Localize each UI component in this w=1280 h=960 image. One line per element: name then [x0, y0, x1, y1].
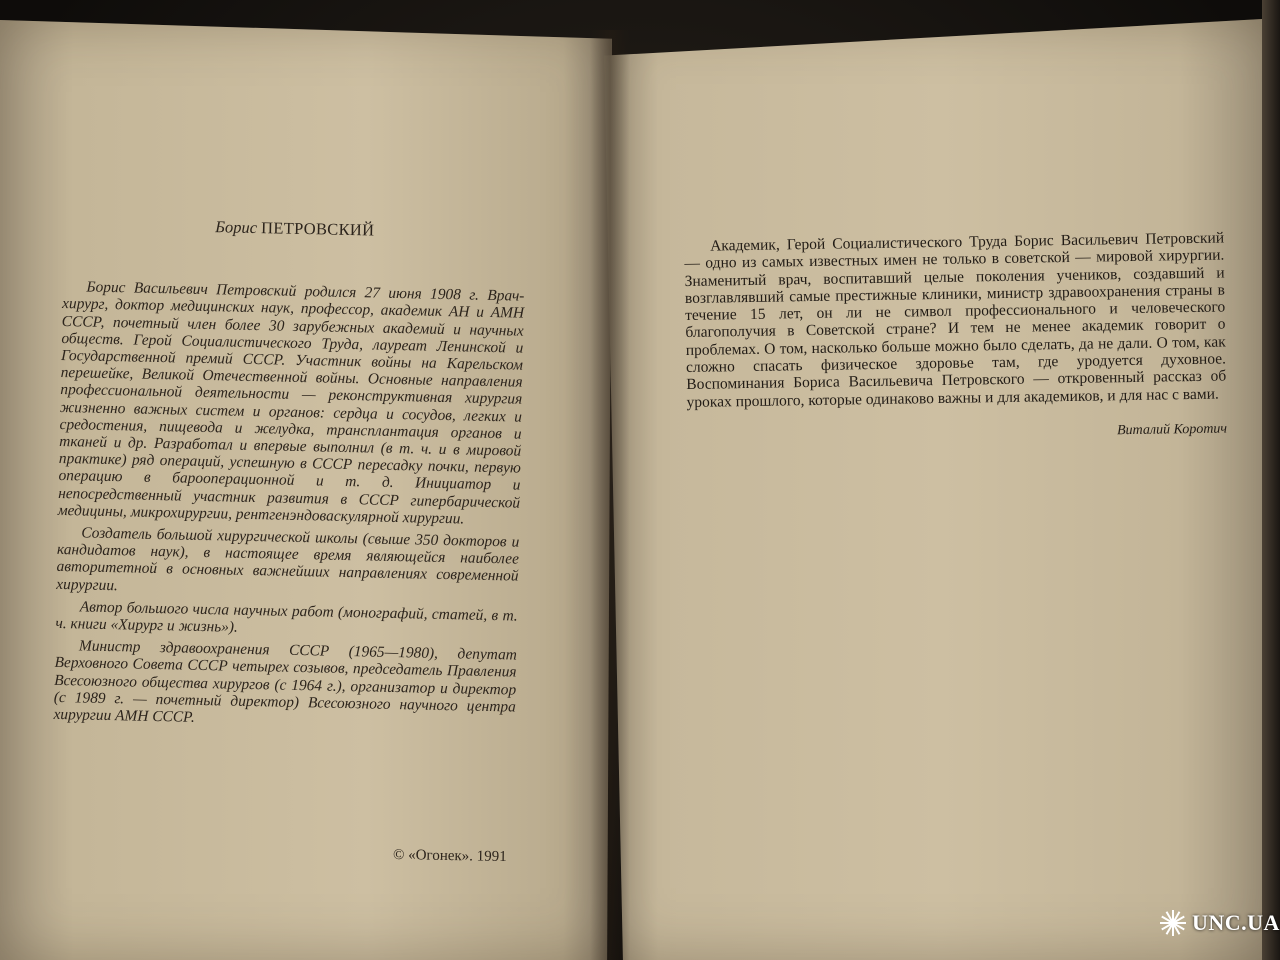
- watermark-text: UNC.UA: [1192, 910, 1280, 935]
- foreword-block: [684, 230, 1227, 447]
- author-surname: ПЕТРОВСКИЙ: [260, 218, 375, 240]
- watermark: [1160, 910, 1280, 936]
- biography-paragraph: Автор большого числа научных работ (монографий, статей, в т. ч. книги «Хирург и жизнь»).: [55, 598, 518, 636]
- copyright-line: © «Огонек». 1991: [392, 847, 507, 865]
- page-edge-shadow: [1262, 0, 1280, 960]
- biography-block: [53, 215, 526, 733]
- sunburst-icon: [1160, 910, 1186, 936]
- biography-paragraph: Создатель большой хирургической школы (свыше 350 докторов и кандидатов наук), в настоящее время являющейся наиболее авторитетной в основных важнейших направлениях современной хирургии.: [56, 524, 520, 594]
- author-first-name: Борис: [215, 217, 258, 238]
- biography-paragraph: Министр здравоохранения СССР (1965—1980), депутат Верховного Совета СССР четырех созывов, председатель Правления Всесоюзного общества хирургов (с 1964 г.), организатор и директор (с 1989 г. — почетный директор) Всесоюзного научного центра хирургии АМН СССР.: [53, 637, 518, 726]
- biography-paragraph: Борис Васильевич Петровский родился 27 июня 1908 г. Врач-хирург, доктор медицинских наук, профессор, академик АН и АМН СССР, почетный член более 30 зарубежных академий и научных обществ. Герой Социалистического Труда, лауреат Ленинской и Государственной премий СССР. Участник войны на Карельском перешейке, Великой Отечественной войны. Основные направления профессиональной деятельности — реконструктивная хирургия жизненно важных систем и органов: сердца и сосудов, легких и средостения, пищевода и желудка, трансплантация органов и тканей и др. Разработал и впервые выполнил (в т. ч. и в мировой практике) ряд операций, успешную в СССР пересадку почки, первую операцию в барооперационной и т. д. Инициатор и непосредственный участник развития в СССР гипербарической медицины, микрохирургии, рентгенэндоваскулярной хирургии.: [57, 278, 525, 528]
- foreword-paragraph: Академик, Герой Социалистического Труда Борис Васильевич Петровский — одно из самых известных имен не только в советской — мировой хирургии. Знаменитый врач, воспитавший целые поколения учеников, создавший и возглавлявший самые престижные клиники, министр здравоохранения страны в течение 15 лет, он ли не символ профессионального и человеческого благополучия в Советской стране? И тем не менее академик говорит о проблемах. О том, насколько больше можно было сделать, да не дали. О том, как сложно спасать физическое здоровье там, где уродуется духовное. Воспоминания Бориса Васильевича Петровского — откровенный рассказ об уроках прошлого, которые одинаково важны и для академиков, и для нас с вами.: [684, 229, 1227, 411]
- right-page: [604, 18, 1280, 960]
- book-spine: [590, 30, 630, 960]
- foreword-signature: Виталий Коротич: [1116, 421, 1228, 439]
